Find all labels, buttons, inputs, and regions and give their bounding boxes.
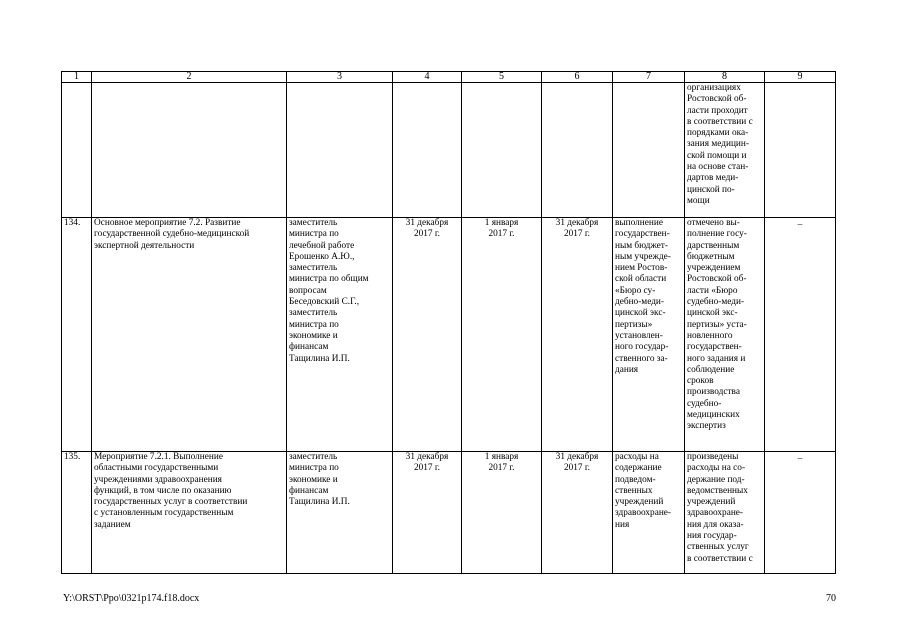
column-number-header: 3: [287, 72, 393, 83]
date-cell: 31 декабря 2017 г.: [393, 452, 462, 574]
page-number: 70: [826, 593, 836, 604]
responsible-person: заместитель министра по лечебной работе Ерошенко А.Ю., заместитель министра по общим вопросам Беседовский С.Г., заместитель министра по экономике и финансам Тащилина И.П.: [287, 218, 393, 452]
table-cell: [613, 83, 685, 218]
expected-result: расходы на содержание подведом- ственных учреждений здравоохране- ния: [613, 452, 685, 574]
actual-result: произведены расходы на со- держание под- ведомственных учреждений здравоохране- ния для оказа- ния государ- ственных услуг в соответствии с: [685, 452, 765, 574]
expected-result: выполнение государствен- ным бюджет- ным учрежде- нием Ростов- ской области «Бюро су- дебно-меди- цинской экс- пертизы» установлен- ного государ- ственного за- дания: [613, 218, 685, 452]
notes-cell: –: [765, 452, 836, 574]
table-row: [62, 452, 836, 574]
measures-table: [61, 71, 836, 574]
measure-name: Мероприятие 7.2.1. Выполнение областными государственными учреждениями здравоохранения функций, в том числе по оказанию государственных услуг в соответствии с установленным государственным заданием: [92, 452, 287, 574]
responsible-person: заместитель министра по экономике и финансам Тащилина И.П.: [287, 452, 393, 574]
column-number-header: 2: [92, 72, 287, 83]
column-number-header: 1: [62, 72, 92, 83]
column-number-header: 6: [542, 72, 613, 83]
actual-result: отмечено вы- полнение госу- дарственным бюджетным учреждением Ростовской об- ласти «Бюро судебно-меди- цинской экс- пертизы» уста- новленного государствен- ного задания и соблюдение сроков производства судебно- медицинских экспертиз: [685, 218, 765, 452]
table-cell: [287, 83, 393, 218]
table-cell: [92, 83, 287, 218]
table-cell: [462, 83, 542, 218]
date-cell: 31 декабря 2017 г.: [393, 218, 462, 452]
results-cell: организациях Ростовской об- ласти проходит в соответствии с порядками ока- зания медицин- ской помощи и на основе стан- дартов меди- цинской по- мощи: [685, 83, 765, 218]
row-number: 134.: [62, 218, 92, 452]
column-number-header: 8: [685, 72, 765, 83]
continuation-row: [62, 83, 836, 218]
date-cell: 31 декабря 2017 г.: [542, 218, 613, 452]
table-cell: [765, 83, 836, 218]
date-cell: 1 января 2017 г.: [462, 452, 542, 574]
table-cell: [62, 83, 92, 218]
table-row: [62, 218, 836, 452]
column-number-header: 9: [765, 72, 836, 83]
table-cell: [542, 83, 613, 218]
measure-name: Основное мероприятие 7.2. Развитие государственной судебно-медицинской экспертной деятельности: [92, 218, 287, 452]
column-number-header: 7: [613, 72, 685, 83]
column-number-header: 4: [393, 72, 462, 83]
column-number-row: [62, 72, 836, 83]
date-cell: 1 января 2017 г.: [462, 218, 542, 452]
notes-cell: –: [765, 218, 836, 452]
row-number: 135.: [62, 452, 92, 574]
footer-file-path: Y:\ORST\Ppo\0321p174.f18.docx: [63, 593, 200, 604]
column-number-header: 5: [462, 72, 542, 83]
table-cell: [393, 83, 462, 218]
date-cell: 31 декабря 2017 г.: [542, 452, 613, 574]
